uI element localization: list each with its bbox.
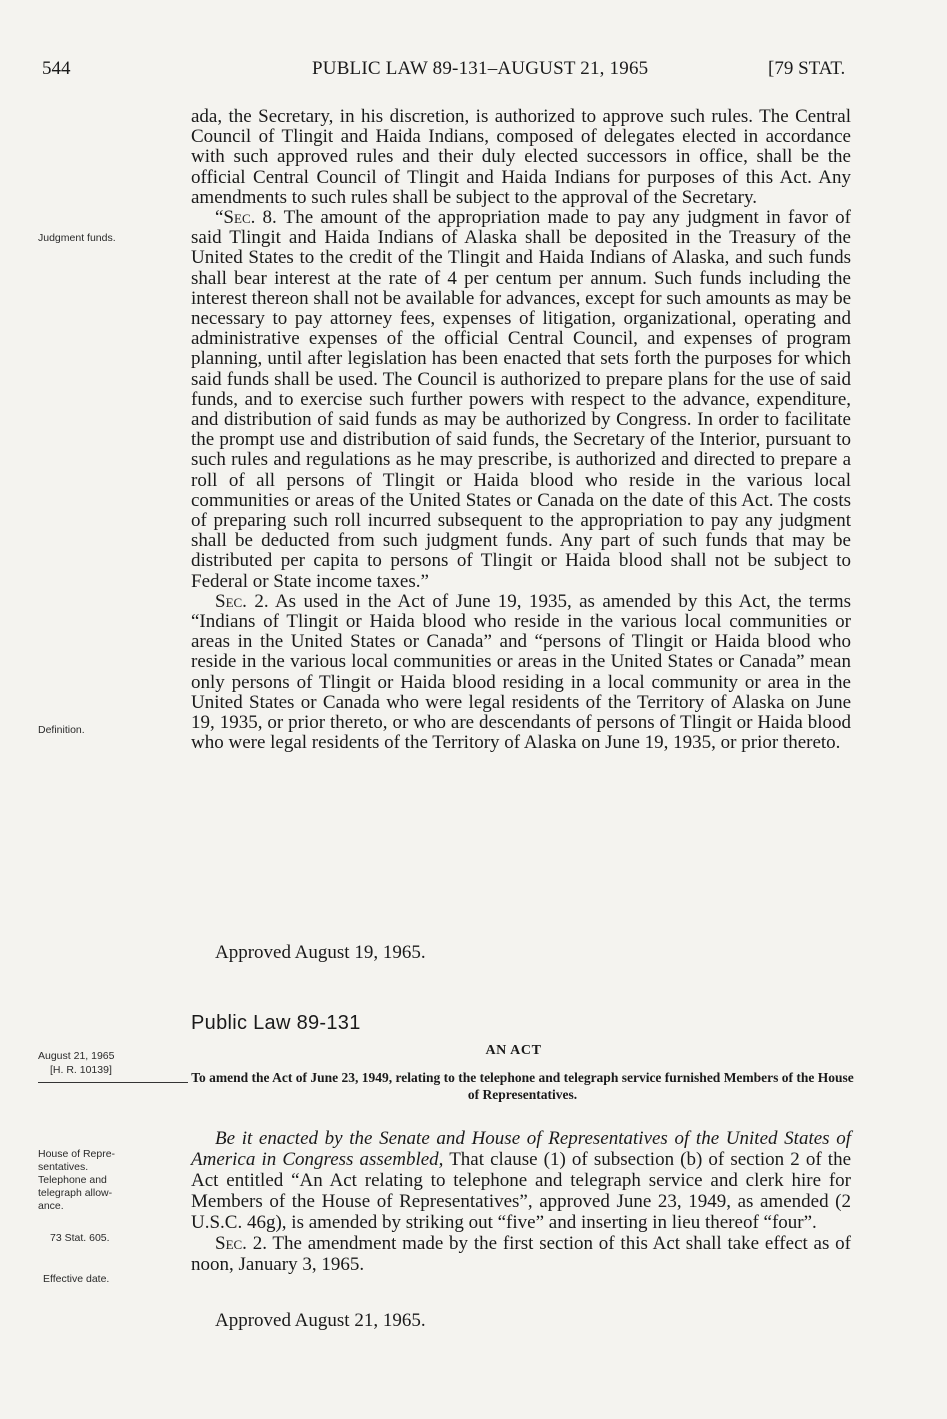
law-body	[191, 1128, 851, 1275]
margin-note-bill: [H. R. 10139]	[50, 1064, 112, 1076]
title-rule	[38, 1082, 188, 1083]
section-2	[191, 592, 851, 754]
margin-note-definition: Definition.	[38, 724, 85, 736]
section-label: Sec.	[215, 1233, 247, 1254]
page-number: 544	[42, 58, 71, 79]
an-act-label: AN ACT	[485, 1043, 542, 1058]
margin-note-effective-date: Effective date.	[43, 1273, 110, 1285]
act-title: To amend the Act of June 23, 1949, relating to the telephone and telegraph service furnished Members of the House of Representatives.	[191, 1070, 854, 1102]
law-section-2	[191, 1233, 851, 1275]
law-section-2-text: 2. The amendment made by the first section of this Act shall take effect as of noon, January 3, 1965.	[191, 1233, 851, 1275]
stat-volume: [79 STAT.	[768, 58, 846, 79]
margin-note-house: House of Repre- sentatives. Telephone and telegraph allow- ance.	[38, 1148, 116, 1212]
section-8	[191, 208, 851, 592]
running-title: PUBLIC LAW 89-131–AUGUST 21, 1965	[312, 58, 649, 79]
section-label: “Sec.	[215, 207, 256, 229]
margin-note-date: August 21, 1965	[38, 1050, 115, 1062]
margin-note-stat-ref: 73 Stat. 605.	[50, 1232, 110, 1244]
section-label: Sec.	[215, 590, 247, 612]
section-8-text: 8. The amount of the appropriation made to pay any judgment in favor of said Tlingit and Haida Indians of Alaska shall be deposited in the Treasury of the United States to the credit of the Tlingit and Haida Indians of Alaska, and such funds shall bear interest at the rate of 4 per centum per annum. Such funds including the interest thereon shall not be available for advances, except for such amounts as may be necessary to pay attorney fees, expenses of litigation, organizational, operating and administrative expenses of the official Central Council, and expenses of program planning, until after legislation has been enacted that sets forth the purposes for which said funds shall be used. The Council is authorized to prepare plans for the use of said funds, and to exercise such further powers with respect to the advance, expenditure, and distribution of said funds as may be authorized by Congress. In order to facilitate the prompt use and distribution of said funds, the Secretary of the Interior, pursuant to such rules and regulations as he may prescribe, is authorized and directed to prepare a roll of all persons of Tlingit or Haida blood who reside in the various local communities or areas of the United States or Canada on the date of this Act. The costs of preparing such roll incurred subsequent to the appropriation to pay any judgment shall be deducted from such judgment funds. Any part of such funds that may be distributed per capita to persons of Tlingit or Haida blood shall not be subject to Federal or State income taxes.”	[191, 207, 852, 592]
margin-note-judgment-funds: Judgment funds.	[38, 232, 116, 244]
enacting-formula: Be it enacted by the Senate and House of Representatives of the United States of America in Congress assembled,	[191, 1128, 851, 1170]
approval-date-1: Approved August 19, 1965.	[215, 942, 426, 963]
approval-date-2: Approved August 21, 1965.	[215, 1310, 426, 1331]
section-2-text: 2. As used in the Act of June 19, 1935, as amended by this Act, the terms “Indians of Tlingit or Haida blood who reside in the various local communities or areas in the United States or Canada” and “persons of Tlingit or Haida blood who reside in the various local communities or areas in the United States or Canada” mean only persons of Tlingit or Haida blood residing in a local community or area in the United States or Canada who were legal residents of the Territory of Alaska on June 19, 1935, or prior thereto, or who are descendants of persons of Tlingit or Haida blood who were legal residents of the Territory of Alaska on June 19, 1935, or prior thereto.	[191, 590, 851, 754]
enacting-clause	[191, 1128, 851, 1233]
paragraph-rules: ada, the Secretary, in his discretion, is authorized to approve such rules. The Central Council of Tlingit and Haida Indians, composed of delegates elected in accordance with such approved rules and their duly elected successors in office, shall be the official Central Council of Tlingit and Haida Indians for purposes of this Act. Any amendments to such rules shall be subject to the approval of the Secretary.	[191, 106, 851, 208]
enacting-text: That clause (1) of subsection (b) of section 2 of the Act entitled “An Act relating to telephone and telegraph service and clerk hire for Members of the House of Representatives”, approved June 23, 1949, as amended (2 U.S.C. 46g), is amended by striking out “five” and inserting in lieu thereof “four”.	[191, 1149, 851, 1233]
act-body	[191, 107, 851, 754]
law-heading: Public Law 89-131	[191, 1012, 361, 1034]
